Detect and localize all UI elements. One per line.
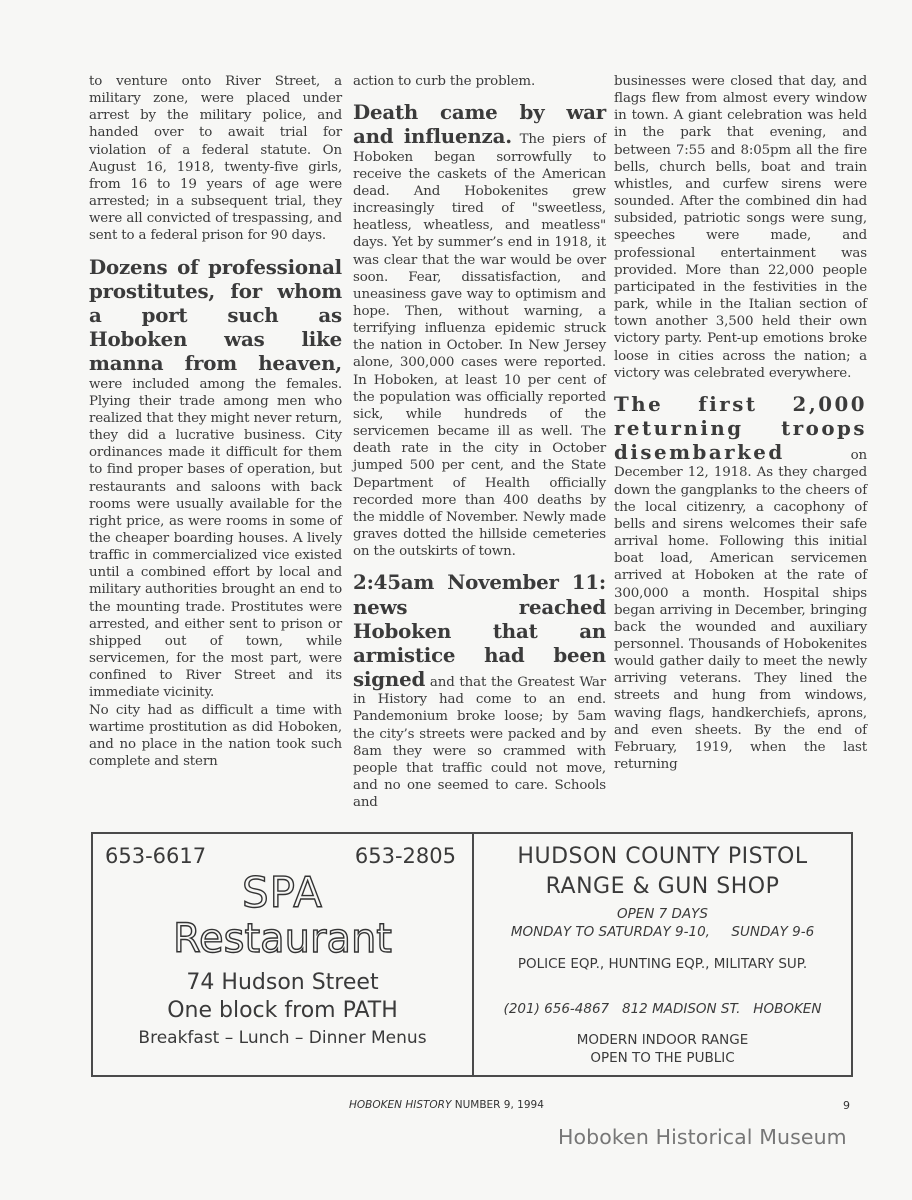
- paragraph: businesses were closed that day, and flags flew from almost every window in town. A giant celebration was held in the park that evening, and between 7:55 and 8:05pm all the fire bells, church bells, boat and train whistles, and curfew sirens were sounded. After the combined din had subsided, patriotic songs were sung, speeches were made, and professional entertainment was provided. More than 22,000 people participated in the festivities in the park, while in the Italian section of town another 3,500 held their own victory party. Pent-up emotions broke loose in cities across the nation; a victory was celebrated everywhere.: [614, 74, 867, 381]
- shop-open-days: OPEN 7 DAYS: [616, 906, 708, 922]
- section-heading: Death came by war and influenza.: [353, 100, 606, 149]
- paragraph-with-heading: 2:45am November 11: news reached Hoboken that an armistice had been signed and that the Greatest War in History had come to an end. Pandemonium broke loose; by 5am the city’s streets were packed and by 8am they were so crammed with people that traffic could not move, and no one seemed to care. Schools and: [353, 570, 606, 811]
- shop-range: OPEN TO THE PUBLIC: [590, 1050, 735, 1066]
- restaurant-menus: Breakfast – Lunch – Dinner Menus: [138, 1028, 427, 1048]
- shop-range: MODERN INDOOR RANGE: [576, 1032, 749, 1048]
- paragraph-with-heading: Dozens of professional prostitutes, for whom a port such as Hoboken was like manna from heaven, were included among the females. Plying their trade among men who realized that they might never return, they did a lucrative business. City ordinances made it difficult for them to find proper bases of operation, but restaurants and saloons with back rooms were usually available for the right price, as were rooms in some of the cheaper boarding houses. A lively traffic in commercialized vice existed until a combined effort by local and military authorities brought an end to the mounting trade. Prostitutes were arrested, and either sent to prison or shipped out of town, while servicemen, for the most part, were confined to River Street and its immediate vicinity.: [89, 254, 342, 701]
- issue-info: NUMBER 9, 1994: [451, 1099, 544, 1111]
- paragraph-with-heading: The first 2,000 returning troops disembarked on December 12, 1918. As they charged down the gangplanks to the cheers of the local citizenry, a cacophony of bells and sirens welcomes their safe arrival home. Following this initial boat load, American servicemen arrived at Hoboken at the rate of 300,000 a month. Hospital ships began arriving in December, bringing back the wounded and auxiliary personnel. Thousands of Hobokenites would gather daily to meet the newly arriving veterans. They lined the streets and hung from windows, waving flags, handkerchiefs, aprons, and even sheets. By the end of February, 1919, when the last returning: [614, 391, 867, 773]
- paragraph-with-heading: Death came by war and influenza. The piers of Hoboken began sorrowfully to receive the caskets of the American dead. And Hobokenites grew increasingly tired of "sweetless, heatless, wheatless, and meatless" days. Yet by summer’s end in 1918, it was clear that the war would be over soon. Fear, dissatisfaction, and uneasiness gave way to optimism and hope. Then, without warning, a terrifying influenza epidemic struck the nation in October. In New Jersey alone, 300,000 cases were reported. In Hoboken, at least 10 per cent of the population was officially reported sick, while hundreds of the servicemen became ill as well. The death rate in the city in October jumped 500 per cent, and the State Department of Health officially recorded more than 400 deaths by the middle of November. Newly made graves dotted the hillside cemeteries on the outskirts of town.: [353, 100, 606, 560]
- phone-number: 653-6617: [105, 844, 207, 868]
- restaurant-location: One block from PATH: [167, 998, 398, 1023]
- restaurant-address: 74 Hudson Street: [186, 970, 379, 995]
- shop-name: HUDSON COUNTY PISTOL: [517, 844, 808, 869]
- article-column-2: [353, 73, 606, 811]
- advertisement-box: [91, 832, 853, 1077]
- pistol-range-ad: [474, 834, 851, 1075]
- article-column-3: [614, 73, 867, 773]
- page-footer: [349, 1099, 544, 1111]
- section-heading: The first 2,000 returning troops disembarked: [614, 391, 867, 465]
- restaurant-name: Restaurant: [173, 916, 392, 962]
- watermark: Hoboken Historical Museum: [558, 1125, 847, 1149]
- shop-products: POLICE EQP., HUNTING EQP., MILITARY SUP.: [517, 956, 808, 972]
- spa-restaurant-ad: [93, 834, 474, 1075]
- section-heading: 2:45am November 11: news reached Hoboken that an armistice had been signed: [353, 570, 606, 692]
- section-heading: Dozens of professional prostitutes, for whom a port such as Hoboken was like manna from heaven,: [89, 254, 342, 376]
- phone-number: 653-2805: [354, 844, 456, 868]
- shop-name: RANGE & GUN SHOP: [545, 874, 780, 899]
- restaurant-name: SPA: [241, 868, 324, 917]
- article-column-1: [89, 73, 342, 770]
- shop-hours: MONDAY TO SATURDAY 9-10, SUNDAY 9-6: [510, 924, 815, 940]
- paragraph: action to curb the problem.: [353, 74, 536, 89]
- page-number: 9: [843, 1099, 850, 1112]
- publication-title: HOBOKEN HISTORY: [349, 1099, 452, 1111]
- shop-contact: (201) 656-4867 812 MADISON ST. HOBOKEN: [503, 1001, 822, 1017]
- paragraph: to venture onto River Street, a military zone, were placed under arrest by the military police, and handed over to await trial for violation of a federal statute. On August 16, 1918, twenty-five girls, from 16 to 19 years of age were arrested; in a subsequent trial, they were all convicted of trespassing, and sent to a federal prison for 90 days.: [89, 74, 342, 244]
- paragraph: No city had as difficult a time with wartime prostitution as did Hoboken, and no place in the nation took such complete and stern: [89, 702, 342, 770]
